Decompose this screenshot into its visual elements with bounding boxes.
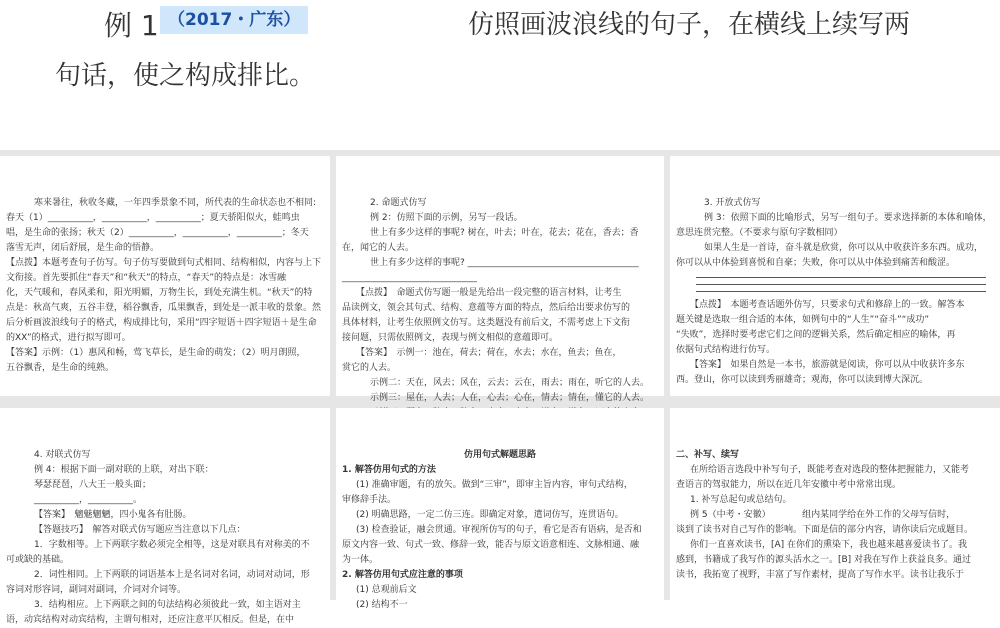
prompt-line-1: 仿照画波浪线的句子，在横线上续写两 — [468, 10, 911, 40]
text-line: 1．字数相等。上下两联字数必须完全相等，这是对联具有对称美的不 — [34, 540, 310, 550]
slide-thumbnail-4[interactable] — [0, 408, 330, 625]
slide-text — [6, 196, 324, 376]
slide-text — [676, 196, 994, 388]
text-line: 3. 开放式仿写 — [704, 198, 761, 208]
prompt-line-2: 句话，使之构成排比。 — [55, 61, 316, 91]
text-line: 西。登山，你可以读到秀丽雄奇；观海，你可以读到博大深沉。 — [676, 375, 929, 385]
text-line: 语，动宾结构对动宾结构，主谓句相对，还应注意平仄相反。但是，在中 — [6, 615, 295, 625]
text-line: 2. 解答仿用句式应注意的事项 — [342, 570, 463, 580]
text-line: 示例二：天在，风去；风在，云去；云在，雨去；雨在，听它的人去。 — [370, 378, 650, 388]
text-line: “失败”，选择时要考虑它们之间的逻辑关系，然后确定相应的喻体，再 — [676, 330, 956, 340]
text-line: 依据句式结构进行仿写。 — [676, 345, 776, 355]
source-tag: （2017・广东） — [160, 6, 308, 34]
text-line: 查语言的驾驭能力，所以在近几年安徽中考中常常出现。 — [676, 480, 902, 490]
answer-line — [696, 277, 986, 278]
text-line: (1) 准确审题，有的放矢。做到“三审”，即审主旨内容，审句式结构， — [356, 480, 633, 490]
text-line: 文衔接。首先要抓住“春天”和“秋天”的特点，“春天”的特点是：冰雪融 — [6, 273, 286, 283]
text-line: 可或缺的基础。 — [6, 555, 70, 565]
text-line: 例 3：依照下面的比喻形式，另写一组句子。要求选择新的本体和喻体， — [704, 213, 992, 223]
text-line: 【答题技巧】 解答对联式仿写题应当注意以下几点： — [34, 525, 246, 535]
slide-text — [676, 448, 994, 583]
slide-text — [342, 448, 658, 613]
text-line: (3) 检查验证，融会贯通。审视所仿写的句子，看它是否有语病，是否和 — [356, 525, 642, 535]
text-line: 意思连贯完整。（不要求与原句字数相同） — [676, 228, 843, 238]
slide-header — [0, 0, 1000, 150]
text-line: 春天（1）__________，__________，__________；夏天骄阳似火，蛙鸣虫 — [6, 213, 300, 223]
text-line: 品读例文，领会其句式、结构、意蕴等方面的特点，然后给出要求仿写的 — [342, 303, 631, 313]
text-line: __________，__________。 — [34, 495, 143, 505]
text-line: 【点拨】 本题考查话题外仿写，只要求句式和修辞上的一致。解答本 — [690, 300, 965, 310]
text-line: 五谷飘香，是生命的纯熟。 — [6, 363, 115, 373]
text-line: 后分析画波浪线句子的格式，构成排比句，采用“四字短语＋四字短语＋是生命 — [6, 318, 317, 328]
text-line: 原文内容一致、句式一致、修辞一致，能否与原文语意相连、文脉相通、融 — [342, 540, 640, 550]
slide-thumbnail-6[interactable] — [670, 408, 1000, 600]
text-line: 如果人生是一首诗，奋斗就是欣赏，你可以从中收获许多东西。成功， — [704, 243, 984, 253]
text-line: 化，天气暖和，春风柔和，阳光明媚，万物生长，到处充满生机。“秋天”的特 — [6, 288, 313, 298]
text-line: 【答案】示例：（1）惠风和畅，莺飞草长，是生命的萌发；（2）明月朗照， — [6, 348, 306, 358]
slide-text — [342, 196, 658, 436]
text-line: 容词对形容词，副词对副词，介词对介词等。 — [6, 585, 187, 595]
text-line: 世上有多少这样的事呢? ______________________________________ — [370, 258, 639, 268]
text-line: 【点拨】 命题式仿写题一般是先给出一段完整的语言材料，让考生 — [356, 288, 622, 298]
text-line: 赏它的人去。 — [342, 363, 397, 373]
text-line: (1) 总观前后文 — [356, 585, 417, 595]
text-line: (2) 明确思路，一定二仿三连。即确定对象，遣词仿写，连贯语句。 — [356, 510, 624, 520]
text-line: 你可以从中体验到喜悦和自豪；失败，你可以从中体验到痛苦和酸涩。 — [676, 258, 956, 268]
text-line: 为一体。 — [342, 555, 379, 565]
text-line: 【答案】 如果自然是一本书，旅游就是阅读，你可以从中收获许多东 — [690, 360, 965, 370]
text-line: 例 4：根据下面一副对联的上联，对出下联： — [34, 465, 214, 475]
text-line: 寒来暑往，秋收冬藏，一年四季景象不同，所代表的生命状态也不相同: — [34, 198, 317, 208]
text-line: 琴瑟琵琶，八大王一般头面； — [34, 480, 152, 490]
text-line: 【答案】 魑魅魍魉，四小鬼各有肚肠。 — [34, 510, 192, 520]
text-line: ______________________________ — [342, 273, 477, 283]
text-line: 接问题，只需依照例文，表现与例文相似的意蕴即可。 — [342, 333, 559, 343]
text-line: 4. 对联式仿写 — [34, 450, 91, 460]
slide-thumbnail-3[interactable] — [670, 156, 1000, 396]
text-line: 感到，书籍成了我写作的源头活水之一。[B] 对我在写作上获益良多。通过 — [676, 555, 972, 565]
text-line: 例 2：仿照下面的示例，另写一段话。 — [370, 213, 523, 223]
text-line: 仿用句式解题思路 — [463, 450, 536, 460]
text-line: 审修辞手法。 — [342, 495, 397, 505]
slide-thumbnail-2[interactable] — [336, 156, 664, 403]
text-line: 在所给语言选段中补写句子，既能考查对选段的整体把握能力，又能考 — [690, 465, 970, 475]
thumbnail-grid — [0, 150, 1000, 625]
text-line: 【答案】 示例一：池在，荷去；荷在，水去；水在，鱼去；鱼在， — [356, 348, 622, 358]
text-line: 示例三：屋在，人去；人在，心去；心在，情去；情在，懂它的人去。 — [370, 393, 650, 403]
text-line: 具体材料，让考生依照例文仿写。这类题没有前后文，不需考虑上下文衔 — [342, 318, 631, 328]
text-line: 谈到了读书对自己写作的影响。下面是信的部分内容，请你读后完成题目。 — [676, 525, 974, 535]
slide-text — [6, 448, 324, 628]
text-line: 唱，是生命的张扬；秋天（2）__________，__________，__________；冬天 — [6, 228, 309, 238]
text-line: 读书，我拓宽了视野，丰富了写作素材，提高了写作水平。读书让我乐于 — [676, 570, 965, 580]
answer-line — [696, 291, 986, 292]
text-line: 【点拨】本题考查句子仿写。句子仿写要做到句式相同、结构相似，内容与上下 — [6, 258, 322, 268]
text-line: (2) 结构不一 — [356, 600, 408, 610]
text-line: 2．词性相同。上下两联的词语基本上是名词对名词，动词对动词，形 — [34, 570, 310, 580]
text-line: 在，闻它的人去。 — [342, 243, 415, 253]
text-line: 3．结构相应。上下两联之间的句法结构必须彼此一致，如主语对主 — [34, 600, 301, 610]
slide-thumbnail-1[interactable] — [0, 156, 330, 396]
text-line: 2. 命题式仿写 — [370, 198, 427, 208]
text-line: 落雪无声，闭后舒展，是生命的悟静。 — [6, 243, 160, 253]
text-line: 题关键是选取一组合适的本体，如例句中的“人生”“奋斗”“成功” — [676, 315, 929, 325]
text-line: 1. 解答仿用句式的方法 — [342, 465, 436, 475]
answer-line — [696, 284, 986, 285]
text-line: 世上有多少这样的事呢? 树在，叶去；叶在，花去；花在，香去；香 — [370, 228, 639, 238]
text-line: 点是：秋高气爽，五谷丰登，稻谷飘香，瓜果飘香，到处是一派丰收的景象。然 — [6, 303, 322, 313]
slide-thumbnail-5[interactable] — [336, 408, 664, 610]
text-line: 的XX”的格式，进行拟写即可。 — [6, 333, 131, 343]
text-line: 你们一直喜欢读书，[A] 在你们的熏染下，我也越来越喜爱读书了。我 — [690, 540, 968, 550]
text-line: 二、补写、续写 — [676, 450, 740, 460]
text-line: 1. 补写总起句或总结句。 — [690, 495, 792, 505]
text-line: 例 5（中考・安徽） 组内某同学给在外工作的父母写信时， — [690, 510, 956, 520]
example-label: 例 1 — [104, 9, 159, 42]
